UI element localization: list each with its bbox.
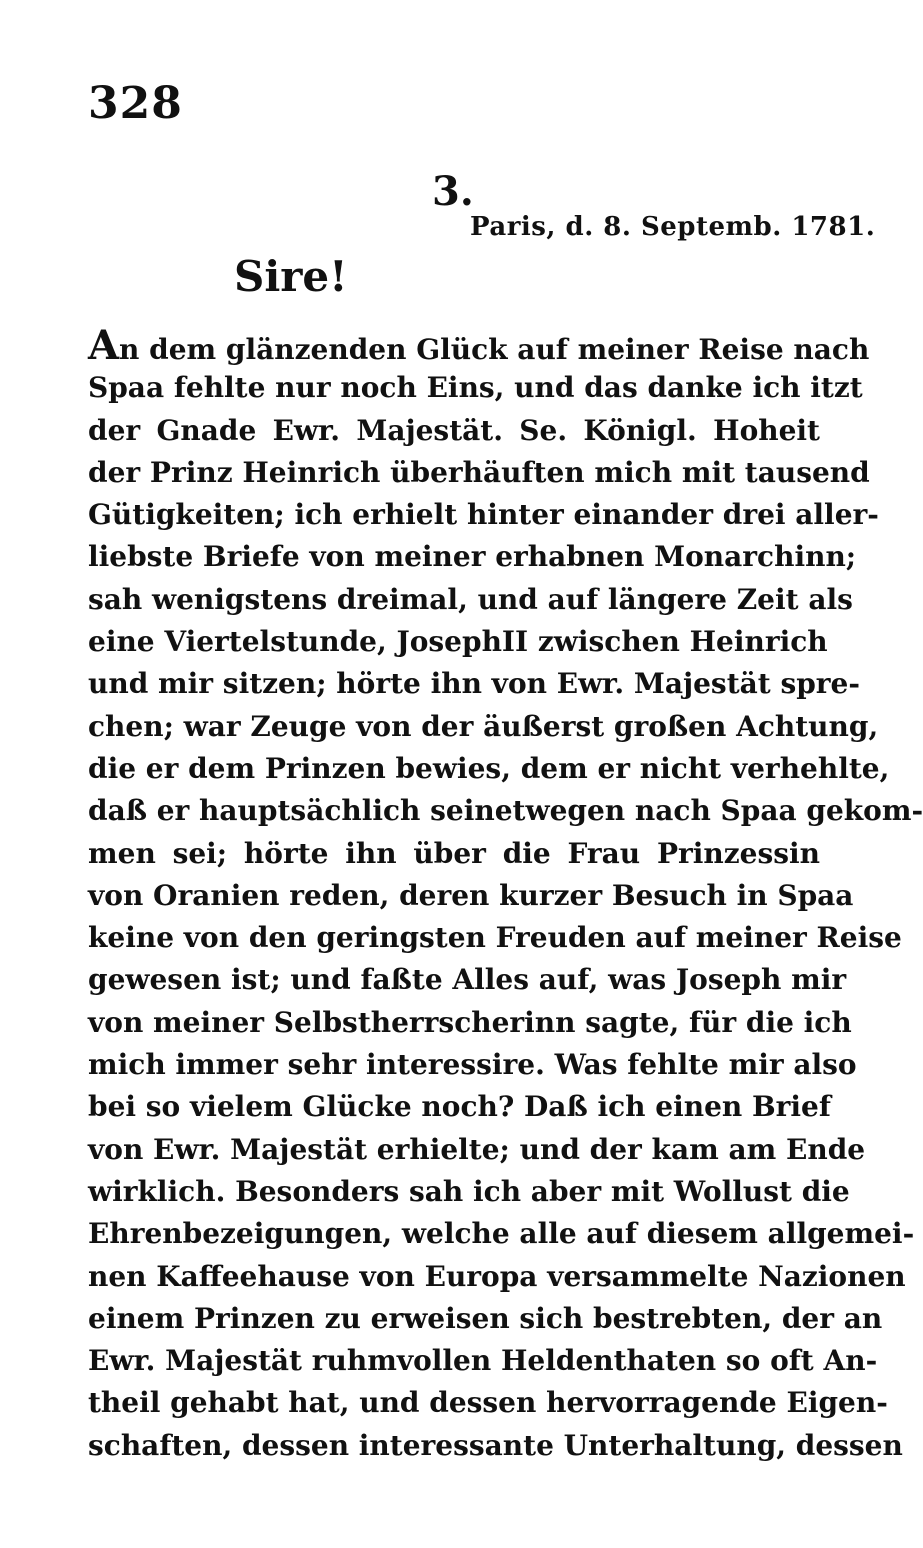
text-line: nen Kaffeehause von Europa versammelte Nazionen <box>88 1259 906 1293</box>
text-line: gewesen ist; und faßte Alles auf, was Joseph mir <box>88 963 847 997</box>
text-line: mich immer sehr interessire. Was fehlte mir also <box>88 1048 857 1082</box>
text-line: theil gehabt hat, und dessen hervorragende Eigen- <box>88 1386 888 1420</box>
letter-body <box>88 322 923 1467</box>
text-line: keine von den geringsten Freuden auf meiner Reise <box>88 921 902 955</box>
text-line: die er dem Prinzen bewies, dem er nicht verhehlte, <box>88 751 890 785</box>
text-line: von Ewr. Majestät erhielte; und der kam am Ende <box>88 1132 866 1166</box>
text-line: bei so vielem Glücke noch? Daß ich einen Brief <box>88 1090 831 1124</box>
text-line: Spaa fehlte nur noch Eins, und das danke ich itzt <box>88 371 863 405</box>
dateline: Paris, d. 8. Septemb. 1781. <box>470 212 876 242</box>
page-number: 328 <box>88 78 183 129</box>
text-line: Gütigkeiten; ich erhielt hinter einander drei aller- <box>88 498 879 532</box>
text-line: liebste Briefe von meiner erhabnen Monarchinn; <box>88 540 857 574</box>
text-line: men sei; hörte ihn über die Frau Prinzessin <box>88 836 820 870</box>
text-line: wirklich. Besonders sah ich aber mit Wollust die <box>88 1174 850 1208</box>
text-line: einem Prinzen zu erweisen sich bestrebten, der an <box>88 1301 883 1335</box>
text-line: Ewr. Majestät ruhmvollen Heldenthaten so oft An- <box>88 1344 878 1378</box>
text-line: sah wenigstens dreimal, und auf längere Zeit als <box>88 582 853 616</box>
text-line: An dem glänzenden Glück auf meiner Reise nach <box>88 322 870 369</box>
text-line: der Gnade Ewr. Majestät. Se. Königl. Hoheit <box>88 413 820 447</box>
letter-number: 3. <box>432 168 474 215</box>
text-line: chen; war Zeuge von der äußerst großen Achtung, <box>88 709 879 743</box>
text-line: von Oranien reden, deren kurzer Besuch in Spaa <box>88 878 854 912</box>
text-line: schaften, dessen interessante Unterhaltung, dessen <box>88 1428 903 1462</box>
text-line: Ehrenbezeigungen, welche alle auf diesem allgemei- <box>88 1217 915 1251</box>
text-line: der Prinz Heinrich überhäuften mich mit tausend <box>88 455 870 489</box>
text-line: daß er hauptsächlich seinetwegen nach Spaa gekom- <box>88 794 923 828</box>
text-line: eine Viertelstunde, JosephII zwischen Heinrich <box>88 625 828 659</box>
text-line: von meiner Selbstherrscherinn sagte, für die ich <box>88 1005 852 1039</box>
salutation: Sire! <box>234 252 348 301</box>
text-line: und mir sitzen; hörte ihn von Ewr. Majestät spre- <box>88 667 860 701</box>
